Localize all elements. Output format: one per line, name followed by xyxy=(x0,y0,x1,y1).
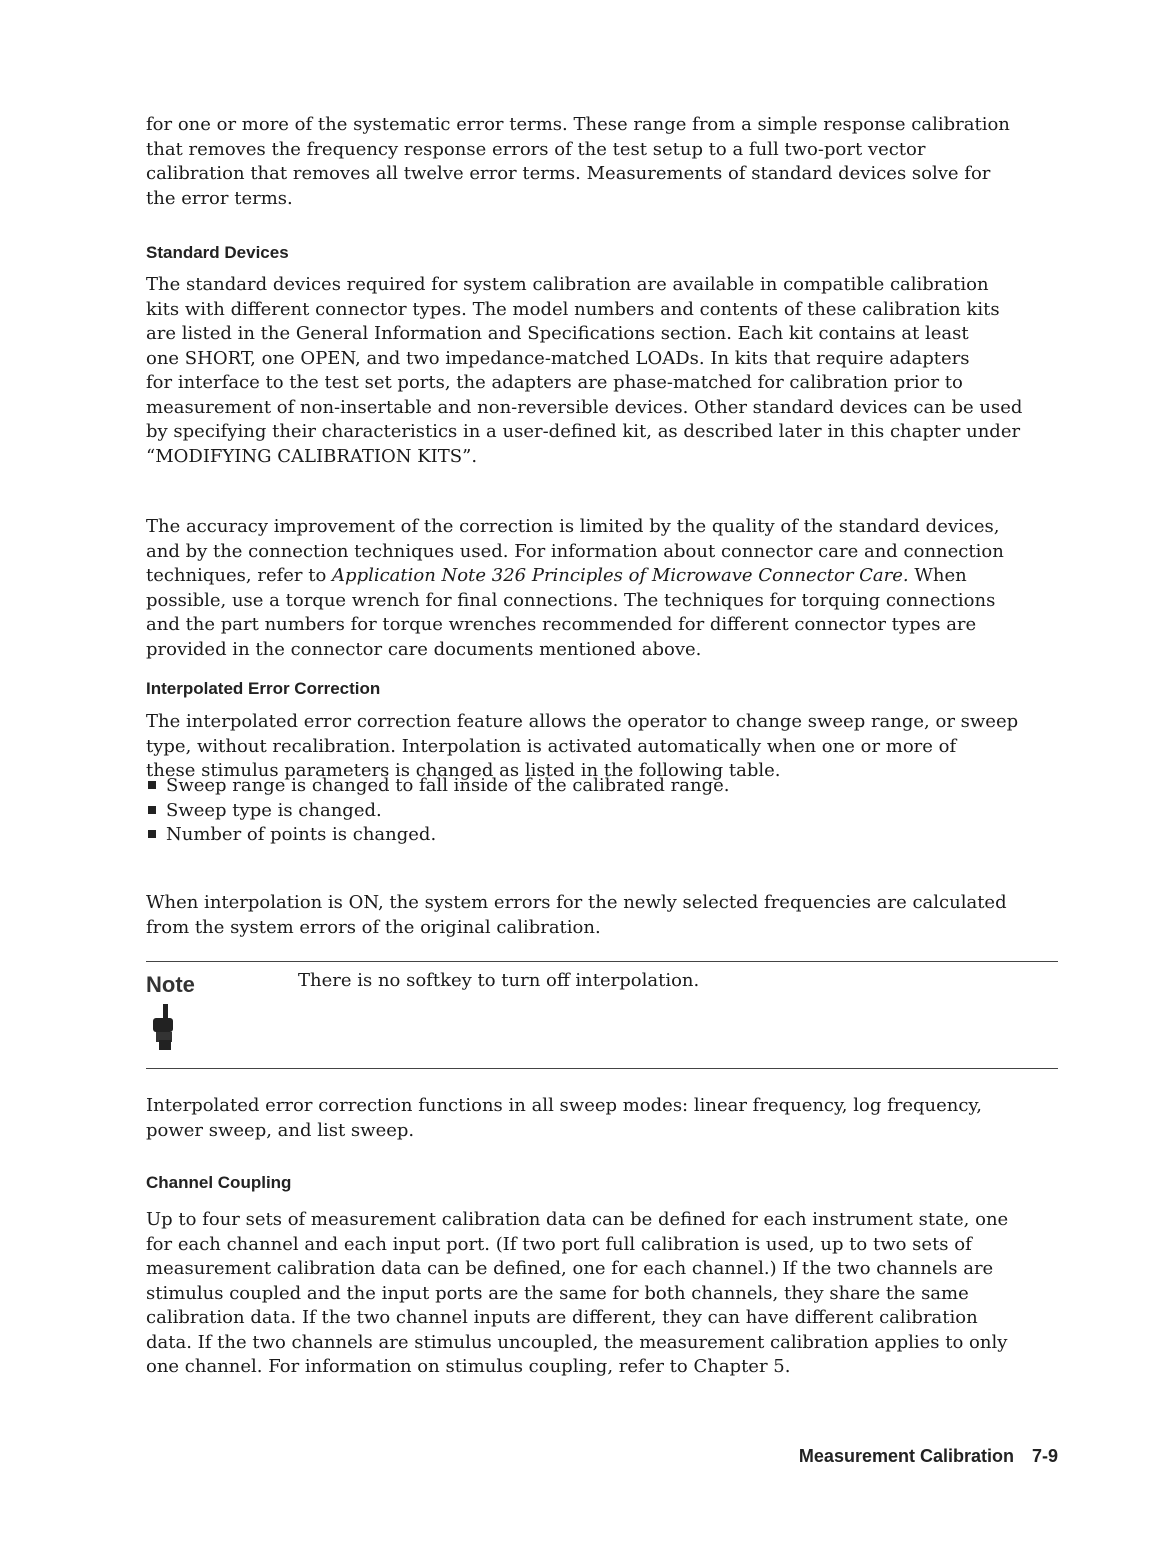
text-line: kits with different connector types. The model numbers and contents of these calibration kits xyxy=(146,298,1000,320)
text-line: Up to four sets of measurement calibration data can be defined for each instrument state, one xyxy=(146,1209,1009,1230)
paragraph-sweep-modes xyxy=(146,1094,1046,1143)
page-footer xyxy=(799,1446,1058,1467)
paragraph-standard-devices xyxy=(146,273,1046,469)
text-line: type, without recalibration. Interpolation is activated automatically when one or more of xyxy=(146,735,957,757)
text-line: power sweep, and list sweep. xyxy=(146,1119,415,1141)
text-line: The interpolated error correction feature allows the operator to change sweep range, or sweep xyxy=(146,711,1019,732)
text-line: possible, use a torque wrench for final connections. The techniques for torquing connections xyxy=(146,589,996,611)
text-line: The standard devices required for system calibration are available in compatible calibration xyxy=(146,274,989,295)
paragraph-channel-coupling xyxy=(146,1208,1046,1380)
text-line: are listed in the General Information and Specifications section. Each kit contains at least xyxy=(146,323,969,344)
list-item-text: Sweep range is changed to fall inside of the calibrated range. xyxy=(166,775,730,796)
text-line: stimulus coupled and the input ports are the same for both channels, they share the same xyxy=(146,1282,969,1304)
text-line: Interpolated error correction functions in all sweep modes: linear frequency, log frequency, xyxy=(146,1095,982,1116)
bullet-icon xyxy=(148,830,156,838)
text-line: from the system errors of the original calibration. xyxy=(146,916,601,938)
text-line: The accuracy improvement of the correction is limited by the quality of the standard devices, xyxy=(146,516,1000,537)
pointing-hand-icon xyxy=(150,1004,176,1050)
paragraph-accuracy xyxy=(146,515,1046,662)
paragraph-intro xyxy=(146,113,1046,211)
list-item xyxy=(146,799,1046,824)
text-line: for interface to the test set ports, the adapters are phase-matched for calibration prior to xyxy=(146,372,963,393)
text-segment: techniques, refer to xyxy=(146,565,333,586)
text-line: calibration that removes all twelve error terms. Measurements of standard devices solve for xyxy=(146,163,991,184)
note-divider-top xyxy=(146,961,1058,962)
list-item xyxy=(146,823,1046,848)
list-item-text: Number of points is changed. xyxy=(166,824,437,845)
text-line: provided in the connector care documents mentioned above. xyxy=(146,638,702,660)
text-line: When interpolation is ON, the system errors for the newly selected frequencies are calculated xyxy=(146,892,1007,913)
note-label: Note xyxy=(146,972,195,997)
text-line: for one or more of the systematic error terms. These range from a simple response calibration xyxy=(146,114,1010,135)
footer-section-title: Measurement Calibration xyxy=(798,1446,1014,1466)
text-line: the error terms. xyxy=(146,187,293,209)
text-line: by specifying their characteristics in a user-defined kit, as described later in this chapter under xyxy=(146,421,1021,442)
bullet-icon xyxy=(148,806,156,814)
heading-interpolated-error-correction: Interpolated Error Correction xyxy=(146,679,381,698)
text-line: one channel. For information on stimulus coupling, refer to Chapter 5. xyxy=(146,1356,791,1377)
note-divider-bottom xyxy=(146,1068,1058,1069)
bullet-list xyxy=(146,774,1046,848)
reference-title: Application Note 326 Principles of Microwave Connector Care. xyxy=(332,565,909,586)
text-line: calibration data. If the two channel inputs are different, they can have different calibration xyxy=(146,1307,978,1328)
text-line: and the part numbers for torque wrenches recommended for different connector types are xyxy=(146,614,977,635)
heading-standard-devices: Standard Devices xyxy=(146,243,289,262)
note-text: There is no softkey to turn off interpolation. xyxy=(298,970,700,991)
text-line xyxy=(146,564,1046,589)
page-number: 7-9 xyxy=(1031,1446,1058,1466)
text-line: that removes the frequency response errors of the test setup to a full two-port vector xyxy=(146,138,926,160)
list-item xyxy=(146,774,1046,799)
list-item-text: Sweep type is changed. xyxy=(166,799,382,821)
text-line: one SHORT, one OPEN, and two impedance-matched LOADs. In kits that require adapters xyxy=(146,347,970,369)
bullet-icon xyxy=(148,781,156,789)
paragraph-interpolation-on xyxy=(146,891,1046,940)
text-line: these stimulus parameters is changed as listed in the following table. xyxy=(146,760,781,781)
text-line: “MODIFYING CALIBRATION KITS”. xyxy=(146,445,478,467)
text-line: and by the connection techniques used. For information about connector care and connection xyxy=(146,540,1004,562)
paragraph-interpolation xyxy=(146,710,1046,784)
text-line: measurement of non-insertable and non-reversible devices. Other standard devices can be used xyxy=(146,396,1023,418)
text-line: for each channel and each input port. (If two port full calibration is used, up to two sets of xyxy=(146,1233,972,1255)
text-segment: When xyxy=(908,565,967,586)
text-line: data. If the two channels are stimulus uncoupled, the measurement calibration applies to only xyxy=(146,1331,1008,1353)
text-line: measurement calibration data can be defined, one for each channel.) If the two channels are xyxy=(146,1258,994,1279)
heading-channel-coupling: Channel Coupling xyxy=(146,1173,292,1192)
